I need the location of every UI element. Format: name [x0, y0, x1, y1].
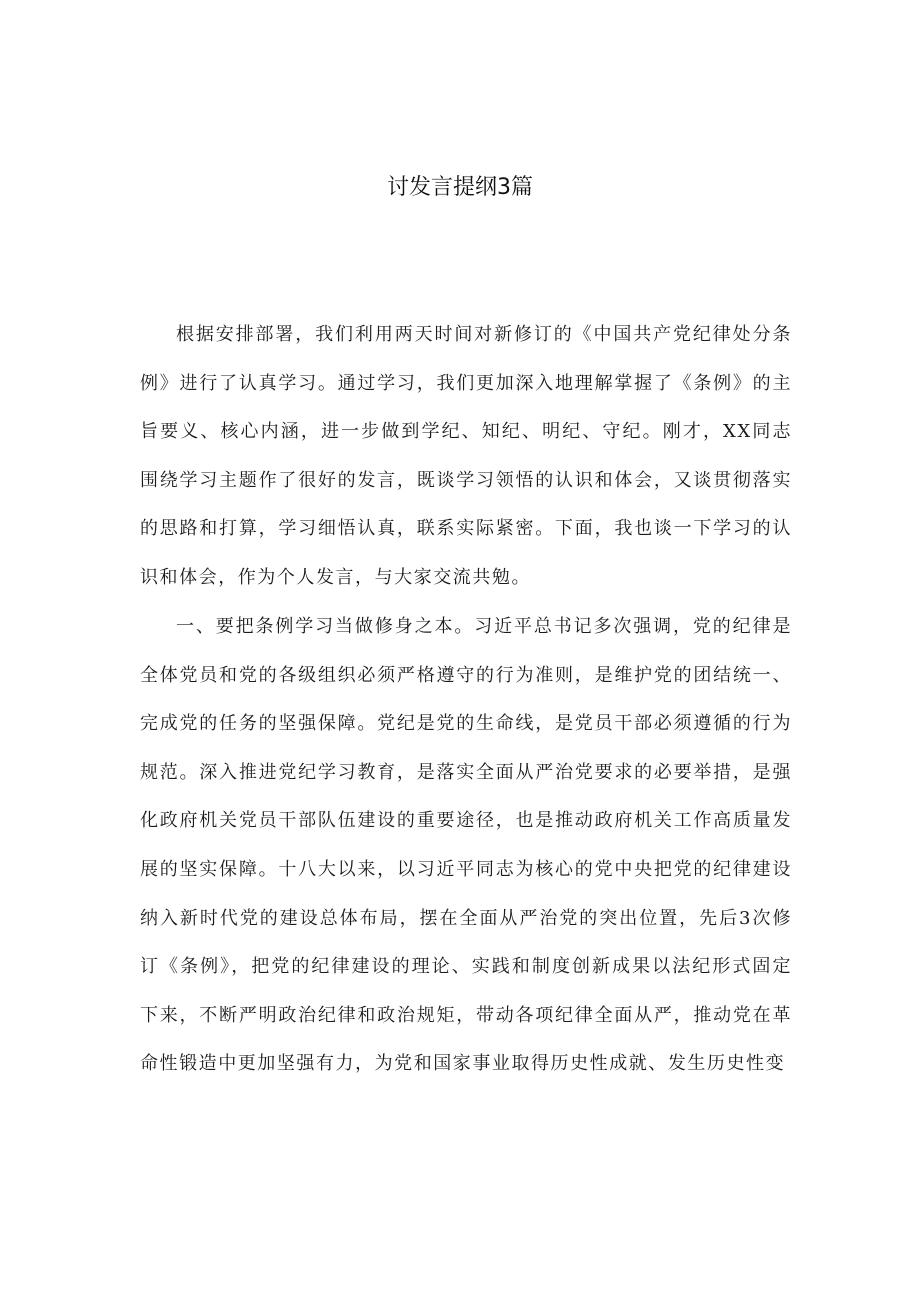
paragraph-section-one: 一、要把条例学习当做修身之本。习近平总书记多次强调，党的纪律是全体党员和党的各级组织必须严格遵守的行为准则，是维护党的团结统一、完成党的任务的坚强保障。党纪是党的生命线，是党员干部必须遵循的行为规范。深入推进党纪学习教育，是落实全面从严治党要求的必要举措，是强化政府机关党员干部队伍建设的重要途径，也是推动政府机关工作高质量发展的坚实保障。十八大以来，以习近平同志为核心的党中央把党的纪律建设纳入新时代党的建设总体布局，摆在全面从严治党的突出位置，先后3次修订《条例》，把党的纪律建设的理论、实践和制度创新成果以法纪形式固定下来，不断严明政治纪律和政治规矩，带动各项纪律全面从严，推动党在革命性锻造中更加坚强有力，为党和国家事业取得历史性成就、发生历史性变	[140, 616, 792, 1075]
document-title: 讨发言提纲3篇	[387, 175, 533, 200]
paragraph-intro: 根据安排部署，我们利用两天时间对新修订的《中国共产党纪律处分条例》进行了认真学习。通过学习，我们更加深入地理解掌握了《条例》的主旨要义、核心内涵，进一步做到学纪、知纪、明纪、守纪。刚才，XX同志围绕学习主题作了很好的发言，既谈学习领悟的认识和体会，又谈贯彻落实的思路和打算，学习细悟认真，联系实际紧密。下面，我也谈一下学习的认识和体会，作为个人发言，与大家交流共勉。	[140, 324, 792, 588]
